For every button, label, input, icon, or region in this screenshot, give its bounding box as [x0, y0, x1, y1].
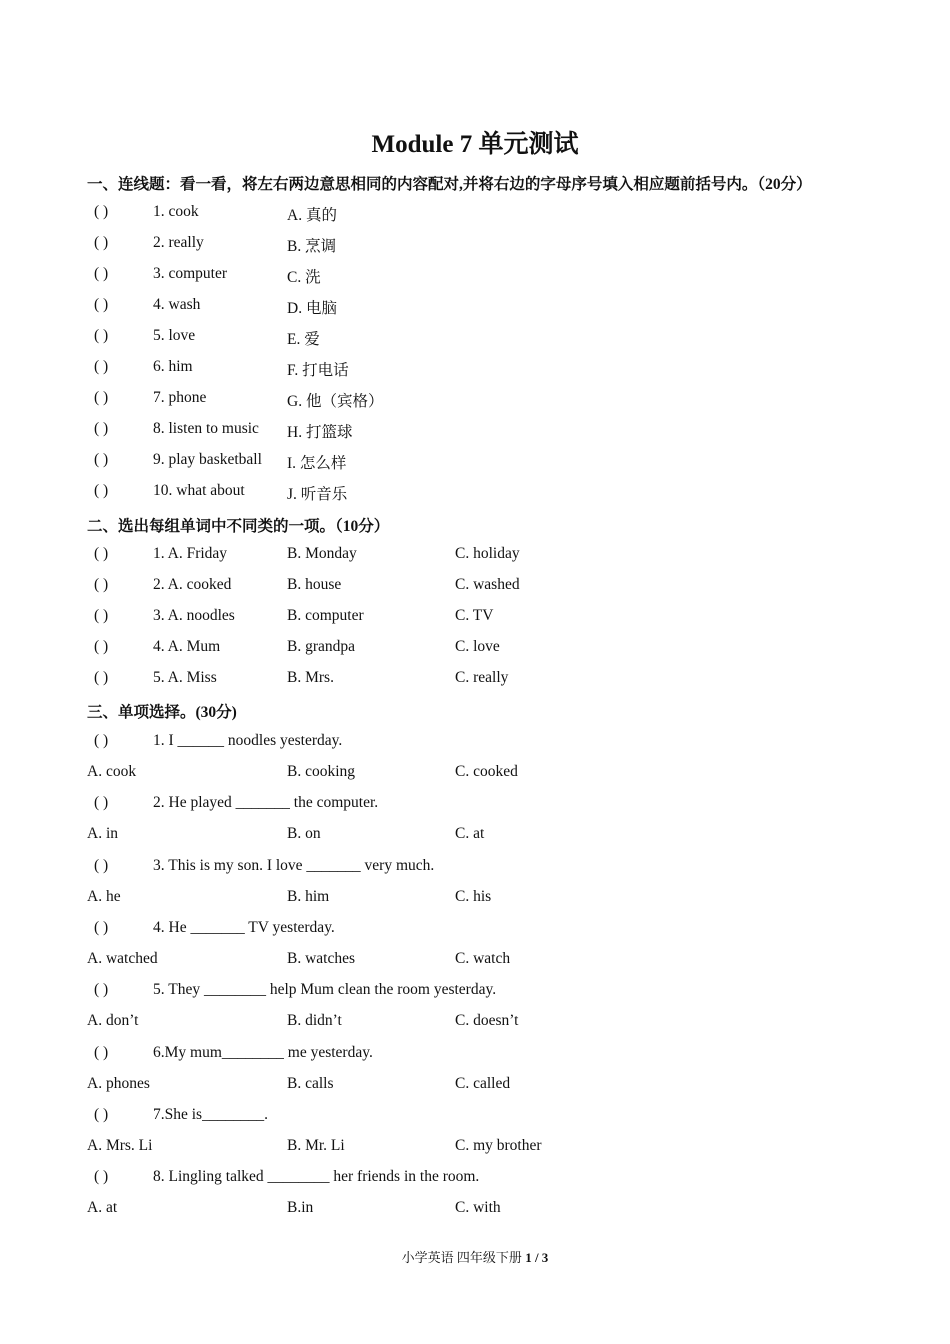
choice-a: A. phones [87, 1075, 150, 1092]
mc-question: 3. This is my son. I love _______ very much. [153, 857, 435, 874]
match-question: 7. phone [153, 389, 207, 406]
mc-question-row [0, 919, 950, 943]
choice-c: C. holiday [455, 545, 520, 562]
answer-bracket: ( ) [94, 265, 109, 282]
choice-c: C. love [455, 638, 500, 655]
match-question: 5. love [153, 327, 196, 344]
choice-a: A. at [87, 1199, 118, 1216]
answer-bracket: ( ) [94, 638, 109, 655]
choice-c: C. at [455, 825, 485, 842]
mc-question-row [0, 1106, 950, 1130]
choice-c: C. TV [455, 607, 494, 624]
mc-question: 4. He _______ TV yesterday. [153, 919, 335, 936]
mc-question: 2. He played _______ the computer. [153, 794, 379, 811]
match-question: 8. listen to music [153, 420, 259, 437]
answer-bracket: ( ) [94, 420, 109, 437]
mc-question: 7.She is________. [153, 1106, 268, 1123]
match-question: 6. him [153, 358, 193, 375]
odd-one-out-row [0, 638, 950, 662]
match-row [0, 420, 950, 444]
choice-a: A. cook [87, 763, 137, 780]
mc-question: 1. I ______ noodles yesterday. [153, 732, 343, 749]
answer-bracket: ( ) [94, 358, 109, 375]
match-option: C. 洗 [287, 269, 321, 286]
match-option: F. 打电话 [287, 362, 349, 379]
mc-options-row [0, 1012, 950, 1036]
mc-options-row [0, 763, 950, 787]
choice-b: B. house [287, 576, 342, 593]
answer-bracket: ( ) [94, 1168, 109, 1185]
answer-bracket: ( ) [94, 545, 109, 562]
footer-text: 小学英语 四年级下册 [401, 1250, 526, 1265]
answer-bracket: ( ) [94, 234, 109, 251]
section1-heading: 一、连线题：看一看，将左右两边意思相同的内容配对,并将右边的字母序号填入相应题前括号内。（20分） [87, 176, 812, 193]
page-title: Module 7 单元测试 [371, 131, 579, 158]
choice-a: A. watched [87, 950, 158, 967]
match-option: H. 打篮球 [287, 424, 353, 441]
choice-a: A. he [87, 888, 121, 905]
choice-a: 5. A. Miss [153, 669, 217, 686]
match-row [0, 265, 950, 289]
mc-question-row [0, 857, 950, 881]
answer-bracket: ( ) [94, 919, 109, 936]
mc-question-row [0, 794, 950, 818]
choice-c: C. with [455, 1199, 501, 1216]
mc-options-row [0, 825, 950, 849]
match-question: 9. play basketball [153, 451, 262, 468]
match-question: 1. cook [153, 203, 199, 220]
choice-b: B. him [287, 888, 330, 905]
section3-heading: 三、单项选择。(30分) [87, 704, 237, 721]
match-row [0, 451, 950, 475]
odd-one-out-row [0, 607, 950, 631]
answer-bracket: ( ) [94, 203, 109, 220]
match-row [0, 327, 950, 351]
answer-bracket: ( ) [94, 482, 109, 499]
odd-one-out-row [0, 669, 950, 693]
match-option: B. 烹调 [287, 238, 337, 255]
odd-one-out-row [0, 576, 950, 600]
match-row [0, 358, 950, 382]
choice-b: B. didn’t [287, 1012, 342, 1029]
match-option: I. 怎么样 [287, 455, 347, 472]
choice-b: B. calls [287, 1075, 334, 1092]
odd-one-out-row [0, 545, 950, 569]
match-row [0, 296, 950, 320]
choice-a: 1. A. Friday [153, 545, 228, 562]
answer-bracket: ( ) [94, 296, 109, 313]
choice-a: 3. A. noodles [153, 607, 235, 624]
answer-bracket: ( ) [94, 857, 109, 874]
answer-bracket: ( ) [94, 576, 109, 593]
answer-bracket: ( ) [94, 451, 109, 468]
choice-a: A. don’t [87, 1012, 139, 1029]
match-row [0, 234, 950, 258]
mc-options-row [0, 888, 950, 912]
choice-a: 4. A. Mum [153, 638, 221, 655]
mc-question: 5. They ________ help Mum clean the room yesterday. [153, 981, 497, 998]
choice-a: 2. A. cooked [153, 576, 232, 593]
choice-a: A. in [87, 825, 118, 842]
mc-question-row [0, 732, 950, 756]
choice-c: C. watch [455, 950, 511, 967]
match-row [0, 482, 950, 506]
mc-question-row [0, 981, 950, 1005]
match-question: 4. wash [153, 296, 201, 313]
answer-bracket: ( ) [94, 732, 109, 749]
mc-question-row [0, 1044, 950, 1068]
match-row [0, 203, 950, 227]
choice-b: B.in [287, 1199, 314, 1216]
choice-b: B. on [287, 825, 321, 842]
mc-options-row [0, 1199, 950, 1223]
choice-c: C. his [455, 888, 492, 905]
mc-question-row [0, 1168, 950, 1192]
choice-b: B. Monday [287, 545, 357, 562]
match-option: D. 电脑 [287, 300, 337, 317]
mc-question: 6.My mum________ me yesterday. [153, 1044, 373, 1061]
choice-b: B. watches [287, 950, 356, 967]
page-footer [0, 1247, 950, 1266]
mc-question: 8. Lingling talked ________ her friends in the room. [153, 1168, 480, 1185]
page-number: 1 / 3 [525, 1250, 549, 1265]
answer-bracket: ( ) [94, 981, 109, 998]
choice-b: B. grandpa [287, 638, 356, 655]
choice-c: C. really [455, 669, 509, 686]
match-option: E. 爱 [287, 331, 320, 348]
choice-a: A. Mrs. Li [87, 1137, 153, 1154]
mc-options-row [0, 1137, 950, 1161]
answer-bracket: ( ) [94, 1044, 109, 1061]
choice-b: B. Mr. Li [287, 1137, 345, 1154]
match-option: A. 真的 [287, 207, 337, 224]
answer-bracket: ( ) [94, 794, 109, 811]
choice-c: C. cooked [455, 763, 518, 780]
answer-bracket: ( ) [94, 327, 109, 344]
match-option: G. 他（宾格） [287, 393, 384, 410]
mc-options-row [0, 1075, 950, 1099]
mc-options-row [0, 950, 950, 974]
choice-c: C. washed [455, 576, 520, 593]
answer-bracket: ( ) [94, 669, 109, 686]
match-row [0, 389, 950, 413]
choice-b: B. cooking [287, 763, 356, 780]
choice-b: B. computer [287, 607, 364, 624]
choice-c: C. doesn’t [455, 1012, 519, 1029]
answer-bracket: ( ) [94, 607, 109, 624]
answer-bracket: ( ) [94, 389, 109, 406]
choice-c: C. my brother [455, 1137, 542, 1154]
answer-bracket: ( ) [94, 1106, 109, 1123]
match-question: 2. really [153, 234, 204, 251]
match-option: J. 听音乐 [287, 486, 348, 503]
match-question: 3. computer [153, 265, 228, 282]
section2-heading: 二、选出每组单词中不同类的一项。（10分） [87, 518, 390, 535]
match-question: 10. what about [153, 482, 245, 499]
choice-b: B. Mrs. [287, 669, 334, 686]
choice-c: C. called [455, 1075, 511, 1092]
